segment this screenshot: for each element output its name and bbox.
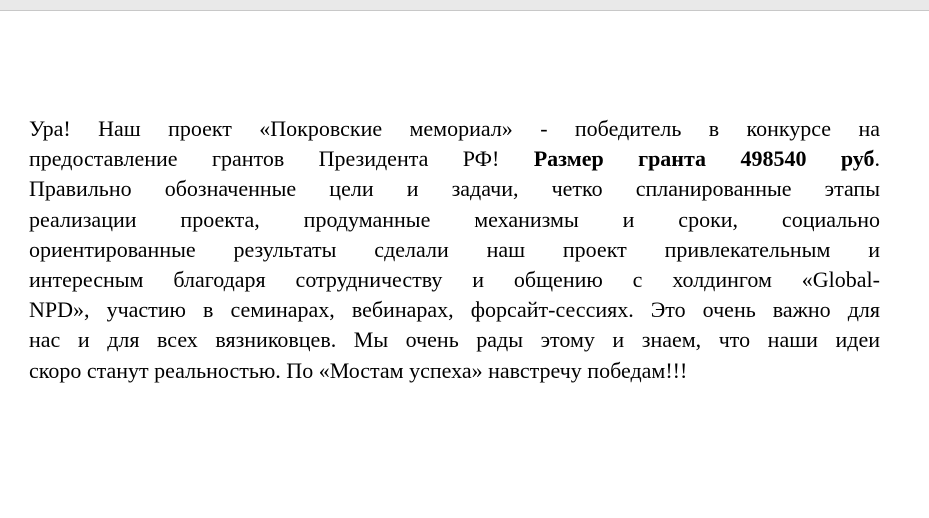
paragraph-line-4 <box>29 205 880 235</box>
text-run: . <box>874 146 880 172</box>
paragraph-line-2 <box>29 144 880 174</box>
document-paragraph <box>29 114 880 386</box>
paragraph-line-3 <box>29 174 880 204</box>
text-run: NPD», участию в семинарах, вебинарах, форсайт-сессиях. Это очень важно для <box>29 297 880 323</box>
paragraph-line-5 <box>29 235 880 265</box>
paragraph-line-8 <box>29 325 880 355</box>
paragraph-line-7 <box>29 295 880 325</box>
window-top-edge <box>0 0 929 11</box>
text-run: скоро станут реальностью. По «Мостам успеха» навстречу победам!!! <box>29 357 688 383</box>
text-run: Ура! Наш проект «Покровские мемориал» - победитель в конкурсе на <box>29 116 880 141</box>
text-run: предоставление грантов Президента РФ! <box>29 146 534 172</box>
text-run: интересным благодаря сотрудничеству и общению с холдингом «Global- <box>29 266 880 292</box>
text-run: реализации проекта, продуманные механизмы и сроки, социально <box>29 206 880 232</box>
paragraph-line-9 <box>29 356 880 386</box>
grant-amount-bold: Размер гранта 498540 руб <box>533 146 875 172</box>
document-page <box>0 11 929 518</box>
text-run: нас и для всех вязниковцев. Мы очень рады этому и знаем, что наши идеи <box>29 327 880 353</box>
text-run: ориентированные результаты сделали наш проект привлекательным и <box>29 236 880 262</box>
paragraph-line-6 <box>29 265 880 295</box>
paragraph-line-1 <box>29 114 880 144</box>
text-run: Правильно обозначенные цели и задачи, четко спланированные этапы <box>29 176 880 202</box>
